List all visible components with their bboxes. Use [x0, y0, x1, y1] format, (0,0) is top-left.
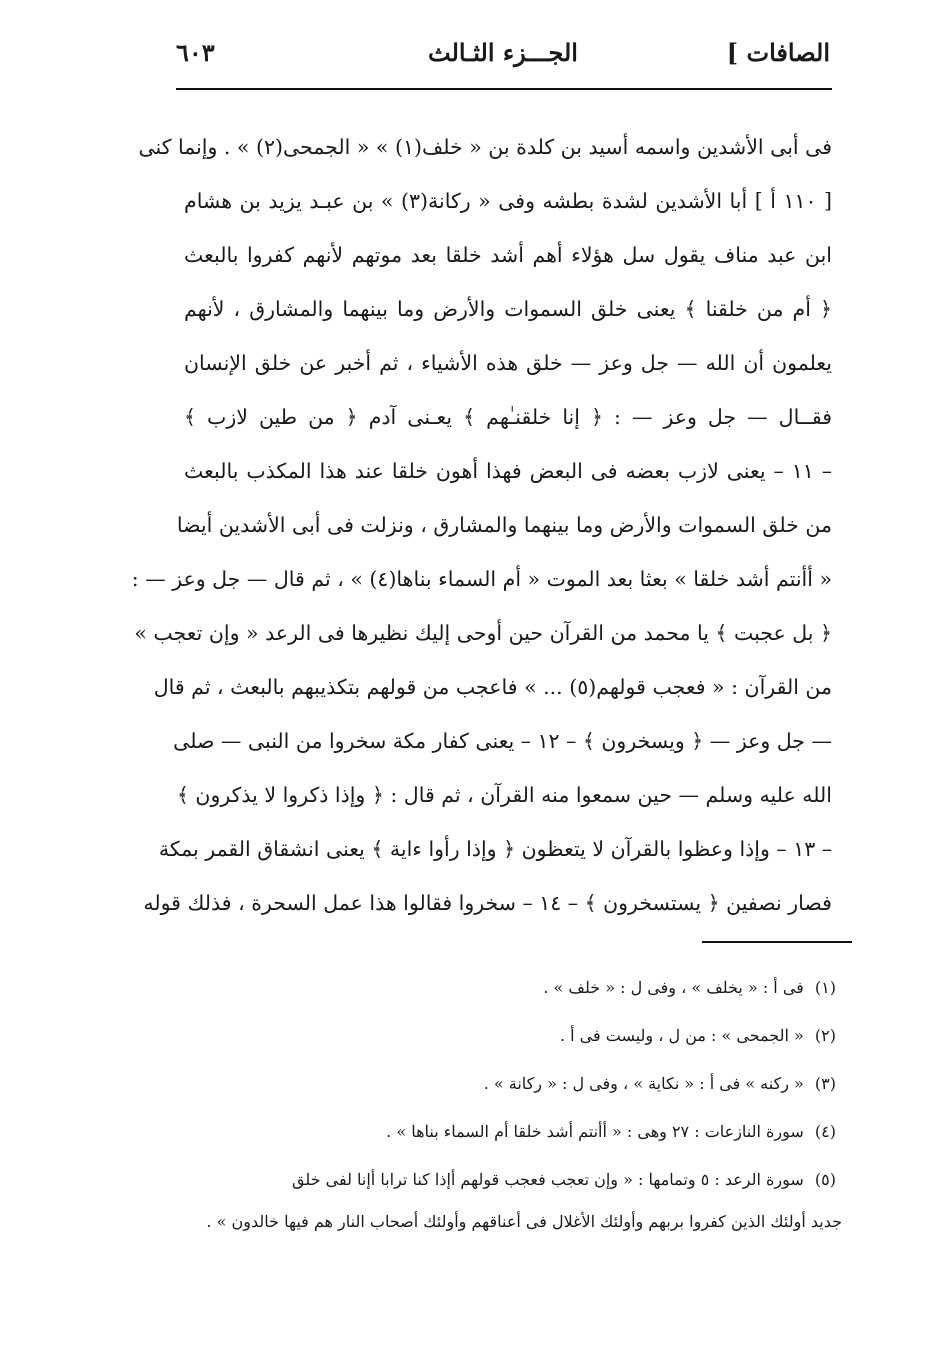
text-line: « أأنتم أشد خلقا » بعثا بعد الموت « أم السماء بناها(٤) » ، ثم قال — جل وعز — :: [131, 567, 832, 591]
footnote-text: فى أ : « يخلف » ، وفى ل : « خلف » .: [543, 978, 804, 997]
footnote-1: [196, 964, 836, 1012]
text-line: فى أبى الأشدين واسمه أسيد بن كلدة بن « خلف(١) » « الجمحى(٢) » . وإنما كنى: [138, 135, 832, 159]
text-line: – ١٣ – وإذا وعظوا بالقرآن لا يتعظون ﴿ وإذا رأوا ءاية ﴾ يعنى انشقاق القمر بمكة: [158, 837, 832, 861]
part-title: الجـــزء الثـالث: [428, 38, 578, 67]
text-line: الله عليه وسلم — حين سمعوا منه القرآن ، ثم قال : ﴿ وإذا ذكروا لا يذكرون ﴾: [176, 783, 832, 807]
text-line: من خلق السموات والأرض وما بينهما والمشارق ، ونزلت فى أبى الأشدين أيضا: [176, 513, 832, 537]
page-header: [176, 28, 830, 84]
footnote-2: [196, 1012, 836, 1060]
footnote-text: سورة النازعات : ٢٧ وهى : « أأنتم أشد خلقا أم السماء بناها » .: [386, 1122, 804, 1141]
header-rule: [176, 88, 832, 90]
footnote-number: (٣): [814, 1074, 836, 1093]
page-number: ٦٠٣: [176, 38, 215, 67]
text-line: — جل وعز — ﴿ ويسخرون ﴾ – ١٢ – يعنى كفار مكة سخروا من النبى — صلى: [173, 729, 832, 753]
text-line: فصار نصفين ﴿ يستسخرون ﴾ – ١٤ – سخروا فقالوا هذا عمل السحرة ، فذلك قوله: [143, 891, 832, 915]
footnote-number: (٥): [814, 1170, 836, 1189]
footnote-3: [196, 1060, 836, 1108]
text-line: ﴿ بل عجبت ﴾ يا محمد من القرآن حين أوحى إليك نظيرها فى الرعد « وإن تعجب »: [134, 621, 832, 645]
footnote-rule: [702, 941, 852, 943]
footnote-4: [196, 1108, 836, 1156]
footnote-text: سورة الرعد : ٥ وتمامها : « وإن تعجب فعجب قولهم أإذا كنا ترابا أإنا لفى خلق: [292, 1170, 804, 1189]
text-line: [ ١١٠ أ ] أبا الأشدين لشدة بطشه وفى « ركانة(٣) » بن عبـد يزيد بن هشام: [184, 189, 833, 213]
footnote-5-continuation: جديد أولئك الذين كفروا بربهم وأولئك الأغلال فى أعناقهم وأولئك أصحاب النار هم فيها خالدون » .: [206, 1212, 842, 1231]
footnotes: [196, 964, 842, 1240]
footnote-number: (١): [814, 978, 836, 997]
body-text: [131, 120, 833, 930]
footnote-number: (٢): [814, 1026, 836, 1045]
text-line: يعلمون أن الله — جل وعز — خلق هذه الأشياء ، ثم أخبر عن خلق الإنسان: [184, 351, 832, 375]
text-line: من القرآن : « فعجب قولهم(٥) ... » فاعجب من قولهم بتكذيبهم بالبعث ، ثم قال: [153, 675, 832, 699]
surah-title: الصافات ]: [726, 38, 830, 67]
text-line: فقــال — جل وعز — : ﴿ إنا خلقنـٰهم ﴾ يعـنى آدم ﴿ من طين لازب ﴾: [184, 405, 832, 429]
text-line: ابن عبد مناف يقول سل هؤلاء أهم أشد خلقا بعد موتهم لأنهم كفروا بالبعث: [184, 243, 832, 267]
footnote-number: (٤): [814, 1122, 836, 1141]
footnote-text: « ركنه » فى أ : « نكاية » ، وفى ل : « ركانة » .: [483, 1074, 804, 1093]
footnote-text: « الجمحى » : من ل ، وليست فى أ .: [559, 1026, 804, 1045]
text-line: – ١١ – يعنى لازب بعضه فى البعض فهذا أهون خلقا عند هذا المكذب بالبعث: [184, 459, 832, 483]
text-line: ﴿ أم من خلقنا ﴾ يعنى خلق السموات والأرض وما بينهما والمشارق ، لأنهم: [184, 297, 832, 321]
footnote-5: [196, 1156, 836, 1204]
